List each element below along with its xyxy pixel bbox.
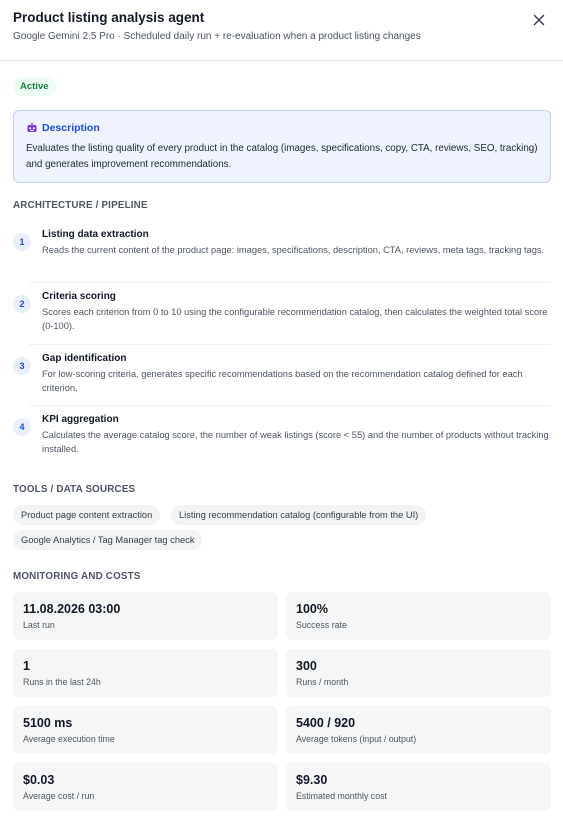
metric-label: Last run — [23, 620, 55, 630]
step-description: For low-scoring criteria, generates specific recommendations based on the recommendation catalog defined for each criterion. — [42, 369, 523, 393]
description-box — [13, 110, 551, 183]
status-badge: Active — [13, 77, 56, 96]
step-number: 4 — [13, 418, 31, 436]
step-title: Gap identification — [42, 353, 127, 364]
robot-icon — [26, 122, 38, 134]
metric-value: 5400 / 920 — [296, 716, 356, 730]
metric-value: $0.03 — [23, 773, 55, 787]
metric-card — [13, 763, 278, 811]
metric-label: Average execution time — [23, 734, 115, 744]
step-title: Listing data extraction — [42, 229, 149, 240]
metric-value: 1 — [23, 659, 30, 673]
step-number: 3 — [13, 357, 31, 375]
metric-label: Estimated monthly cost — [296, 791, 387, 801]
metric-label: Average tokens (input / output) — [296, 734, 417, 744]
step-divider — [29, 344, 551, 345]
metric-value: $9.30 — [296, 773, 328, 787]
metric-card — [286, 706, 551, 754]
tool-chip: Google Analytics / Tag Manager tag check — [13, 530, 202, 550]
monitoring-section-title: MONITORING AND COSTS — [13, 571, 141, 582]
metric-card — [286, 763, 551, 811]
metric-label: Runs in the last 24h — [23, 677, 101, 687]
metric-card — [13, 706, 278, 754]
metric-value: 100% — [296, 602, 328, 616]
step-description: Reads the current content of the product page: images, specifications, description, CTA, reviews, meta tags, tracking tags. — [42, 245, 545, 255]
metric-card — [286, 649, 551, 697]
description-text: Evaluates the listing quality of every product in the catalog (images, specifications, copy, CTA, reviews, SEO, tracking) and generates improvement recommendations. — [26, 143, 538, 170]
metric-value: 5100 ms — [23, 716, 73, 730]
description-title: Description — [42, 122, 100, 134]
step-description: Scores each criterion from 0 to 10 using the configurable recommendation catalog, then calculates the weighted total score (0-100). — [42, 307, 548, 331]
step-title: KPI aggregation — [42, 414, 119, 425]
metric-value: 11.08.2026 03:00 — [23, 602, 121, 616]
tool-chip: Listing recommendation catalog (configurable from the UI) — [171, 505, 426, 525]
step-divider — [29, 405, 551, 406]
metric-card — [13, 592, 278, 640]
tools-section-title: TOOLS / DATA SOURCES — [13, 484, 136, 495]
close-button[interactable] — [528, 9, 550, 31]
agent-title: Product listing analysis agent — [13, 10, 205, 25]
agent-subtitle: Google Gemini 2.5 Pro · Scheduled daily run + re-evaluation when a product listing changes — [13, 31, 421, 42]
panel-header — [0, 0, 563, 61]
metric-card — [286, 592, 551, 640]
metric-card — [13, 649, 278, 697]
description-header — [26, 122, 100, 134]
metric-value: 300 — [296, 659, 317, 673]
metric-label: Success rate — [296, 620, 347, 630]
pipeline-section-title: ARCHITECTURE / PIPELINE — [13, 200, 148, 211]
tool-chip: Product page content extraction — [13, 505, 160, 525]
step-description: Calculates the average catalog score, the number of weak listings (score < 55) and the number of products without tracking installed. — [42, 430, 549, 454]
metric-label: Runs / month — [296, 677, 349, 687]
step-number: 1 — [13, 233, 31, 251]
step-divider — [29, 282, 551, 283]
step-number: 2 — [13, 295, 31, 313]
metric-label: Average cost / run — [23, 791, 95, 801]
close-icon — [533, 14, 545, 26]
step-title: Criteria scoring — [42, 291, 116, 302]
